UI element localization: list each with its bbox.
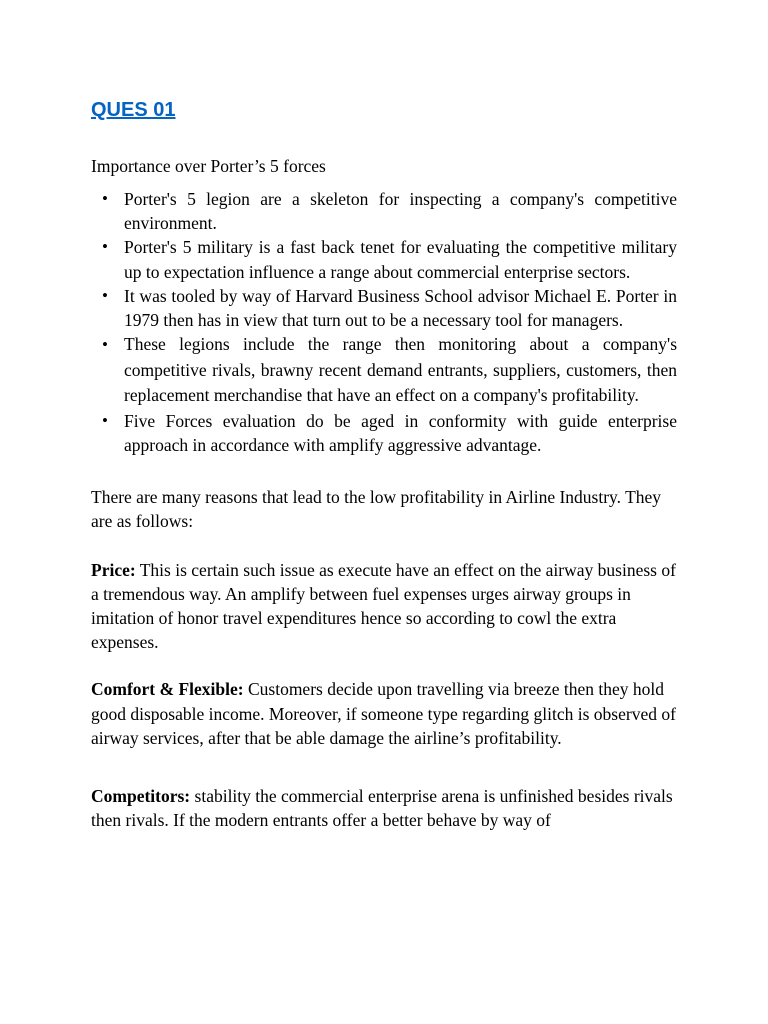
bullet-text: It was tooled by way of Harvard Business School advisor Michael E. Porter in 1979 then has in view that turn out to be a necessary tool for managers. xyxy=(124,285,677,331)
price-text: This is certain such issue as execute have an effect on the airway business of a tremendous way. An amplify between fuel expenses urges airway groups in imitation of honor travel expenditures hence so according to cowl the extra expenses. xyxy=(91,559,676,653)
bullet-text: These legions include the range then monitoring about a company's competitive rivals, brawny recent demand entrants, suppliers, customers, then replacement merchandise that have an effect on a company's profitability. xyxy=(124,334,677,406)
bullet-text: Porter's 5 legion are a skeleton for inspecting a company's competitive environment. xyxy=(124,189,677,234)
bullet-item xyxy=(91,284,677,332)
forces-bullet-list xyxy=(91,187,677,457)
competitors-text: stability the commercial enterprise arena is unfinished besides rivals then rivals. If the modern entrants offer a better behave by way of xyxy=(91,785,673,831)
bullet-item xyxy=(91,187,677,235)
competitors-paragraph xyxy=(91,784,677,832)
document-page xyxy=(91,96,677,832)
bullet-icon: • xyxy=(102,189,108,208)
comfort-text: Customers decide upon travelling via breeze then they hold good disposable income. Moreover, if someone type regarding glitch is observed of airway services, after that be able damage the airline’s profitability. xyxy=(91,679,676,748)
bullet-icon: • xyxy=(102,237,108,257)
question-heading: QUES 01 xyxy=(91,99,176,121)
intro-line: Importance over Porter’s 5 forces xyxy=(91,156,326,176)
bullet-item xyxy=(91,235,677,283)
comfort-paragraph xyxy=(91,677,677,750)
bullet-text: Porter's 5 military is a fast back tenet for evaluating the competitive military up to expectation influence a range about commercial enterprise sectors. xyxy=(124,237,677,282)
bullet-text: Five Forces evaluation do be aged in conformity with guide enterprise approach in accordance with amplify aggressive advantage. xyxy=(124,410,677,455)
bullet-icon: • xyxy=(102,410,108,430)
bullet-icon: • xyxy=(102,335,108,355)
comfort-term: Comfort & Flexible: xyxy=(91,679,244,700)
bullet-item xyxy=(91,409,677,457)
bullet-icon: • xyxy=(102,285,108,305)
price-term: Price: xyxy=(91,559,136,580)
bullet-item xyxy=(91,332,677,409)
reasons-intro-paragraph: There are many reasons that lead to the low profitability in Airline Industry. They are as follows: xyxy=(91,487,662,532)
competitors-term: Competitors: xyxy=(91,785,191,806)
price-paragraph xyxy=(91,558,677,655)
